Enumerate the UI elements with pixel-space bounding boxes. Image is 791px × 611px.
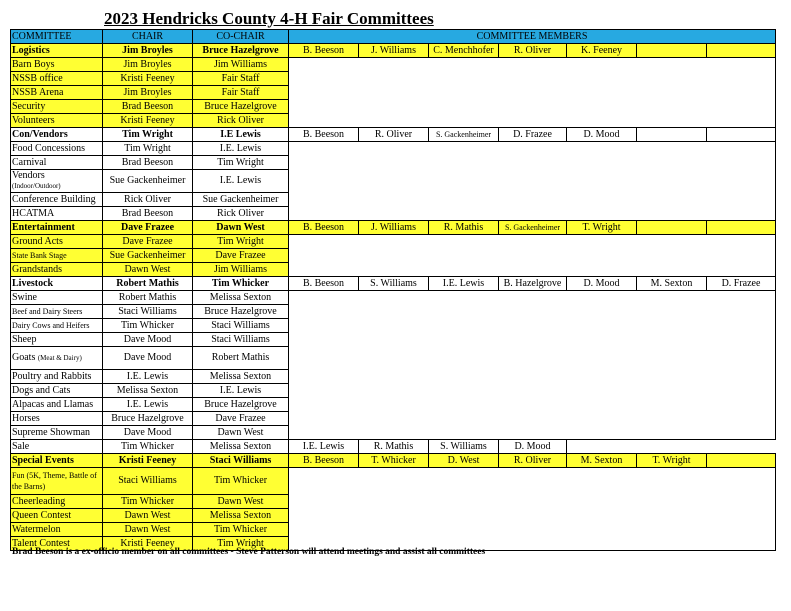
cochair-cell: Fair Staff [193,86,289,100]
cochair-cell: Melissa Sexton [193,509,289,523]
chair-cell: Dawn West [103,263,193,277]
cochair-cell: Tim Whicker [193,523,289,537]
header-row [11,30,776,44]
table-row [11,58,776,72]
header-members: COMMITTEE MEMBERS [289,30,776,44]
committee-name: Grandstands [12,263,62,275]
member-cell: T. Wright [567,221,637,235]
table-row [11,44,776,58]
member-cell [637,221,707,235]
cochair-cell: Bruce Hazelgrove [193,100,289,114]
committee-subtitle: (Indoor/Outdoor) [12,182,61,190]
committee-name: Poultry and Rabbits [12,370,92,382]
chair-cell: Dave Frazee [103,235,193,249]
member-cell: S. Gackenheimer [429,128,499,142]
chair-cell: Dawn West [103,523,193,537]
committee-cell [11,291,103,305]
committee-cell [11,207,103,221]
chair-cell: Brad Beeson [103,207,193,221]
member-cell: D. West [429,454,499,468]
cochair-cell: I.E. Lewis [193,142,289,156]
chair-cell: Staci Williams [103,468,193,495]
cochair-cell: Bruce Hazelgrove [193,398,289,412]
committee-cell [11,319,103,333]
committee-cell [11,128,103,142]
member-cell: D. Frazee [499,128,567,142]
member-cell: T. Whicker [359,454,429,468]
committee-cell [11,426,103,440]
chair-cell: Dave Frazee [103,221,193,235]
cochair-cell: Rick Oliver [193,207,289,221]
chair-cell: Staci Williams [103,305,193,319]
header-chair: CHAIR [103,30,193,44]
cochair-cell: Staci Williams [193,319,289,333]
header-cochair: CO-CHAIR [193,30,289,44]
cochair-cell: I.E. Lewis [193,170,289,193]
cochair-cell: I.E Lewis [193,128,289,142]
members-empty-area [289,291,776,440]
committee-name: Volunteers [12,114,55,126]
committee-name: Watermelon [12,523,61,535]
chair-cell: Robert Mathis [103,277,193,291]
committee-name: Sheep [12,333,37,345]
committee-name: Livestock [12,277,54,289]
cochair-cell: Melissa Sexton [193,370,289,384]
member-cell: D. Mood [567,277,637,291]
chair-cell: Dawn West [103,509,193,523]
chair-cell: Tim Whicker [103,319,193,333]
table-row [11,128,776,142]
chair-cell: Tim Whicker [103,440,193,454]
committee-cell [11,100,103,114]
member-cell: B. Beeson [289,221,359,235]
committee-name: Cheerleading [12,495,66,507]
cochair-cell: Sue Gackenheimer [193,193,289,207]
committee-name: Security [12,100,46,112]
committee-cell [11,333,103,347]
committee-name: Supreme Showman [12,426,91,438]
member-cell: R. Oliver [359,128,429,142]
cochair-cell: Robert Mathis [193,347,289,370]
member-cell: B. Beeson [289,454,359,468]
members-empty-area [289,58,776,128]
cochair-cell: Fair Staff [193,72,289,86]
member-cell: C. Menchhofer [429,44,499,58]
cochair-cell: Jim Williams [193,263,289,277]
chair-cell: Kristi Feeney [103,454,193,468]
chair-cell: Melissa Sexton [103,384,193,398]
member-cell: J. Williams [359,44,429,58]
committee-name: Dairy Cows and Heifers [12,320,90,330]
member-cell: S. Williams [359,277,429,291]
committee-cell [11,142,103,156]
table-row [11,277,776,291]
chair-cell: Jim Broyles [103,86,193,100]
committee-name: Beef and Dairy Steers [12,306,83,316]
committee-cell [11,509,103,523]
committee-cell [11,44,103,58]
cochair-cell: Tim Wright [193,235,289,249]
chair-cell: Brad Beeson [103,156,193,170]
chair-cell: Bruce Hazelgrove [103,412,193,426]
committee-subtitle: (Meat & Dairy) [37,354,82,362]
chair-cell: Kristi Feeney [103,72,193,86]
committee-name: Sale [12,440,30,452]
cochair-cell: Tim Whicker [193,468,289,495]
cochair-cell: I.E. Lewis [193,384,289,398]
member-cell: R. Oliver [499,454,567,468]
committee-name: Vendors [12,170,45,181]
committee-cell [11,412,103,426]
committee-cell [11,72,103,86]
cochair-cell: Jim Williams [193,58,289,72]
committee-cell [11,249,103,263]
committee-cell [11,193,103,207]
table-row [11,221,776,235]
committee-cell [11,305,103,319]
member-cell [707,128,776,142]
chair-cell: Jim Broyles [103,58,193,72]
cochair-cell: Tim Whicker [193,277,289,291]
chair-cell: I.E. Lewis [103,398,193,412]
cochair-cell: Dawn West [193,221,289,235]
member-cell [637,44,707,58]
member-cell: I.E. Lewis [429,277,499,291]
committee-cell [11,277,103,291]
chair-cell: Brad Beeson [103,100,193,114]
member-cell: D. Frazee [707,277,776,291]
member-cell: D. Mood [499,440,567,454]
chair-cell: Rick Oliver [103,193,193,207]
chair-cell: Dave Mood [103,426,193,440]
cochair-cell: Dave Frazee [193,249,289,263]
committee-cell [11,170,103,193]
cochair-cell: Melissa Sexton [193,440,289,454]
page-title: 2023 Hendricks County 4-H Fair Committees [104,9,434,28]
members-empty-area [289,468,776,551]
committee-name: Swine [12,291,37,303]
committee-table [10,29,776,551]
chair-cell: Kristi Feeney [103,114,193,128]
committee-cell [11,495,103,509]
chair-cell: Sue Gackenheimer [103,249,193,263]
committee-name: Ground Acts [12,235,63,247]
members-empty-area [289,142,776,221]
committee-cell [11,235,103,249]
cochair-cell: Dawn West [193,426,289,440]
member-cell [707,221,776,235]
table-row [11,291,776,305]
committee-cell [11,58,103,72]
committee-name: Fun (5K, Theme, Battle of the Barns) [12,471,97,491]
committee-name: Talent Contest [12,537,70,549]
committee-cell [11,347,103,370]
committee-name: Carnival [12,156,47,168]
table-row [11,235,776,249]
member-cell [707,44,776,58]
committee-cell [11,114,103,128]
member-cell: M. Sexton [567,454,637,468]
chair-cell: Robert Mathis [103,291,193,305]
cochair-cell: Dave Frazee [193,412,289,426]
member-cell: M. Sexton [637,277,707,291]
committee-cell [11,86,103,100]
table-row [11,454,776,468]
footer-note: Brad Beeson is a ex-officio member on all committees - Steve Patterson will attend meetings and assist all committees [12,547,486,557]
member-cell: R. Mathis [429,221,499,235]
table-row [11,440,776,454]
cochair-cell: Tim Wright [193,537,289,551]
committee-name: Conference Building [12,193,96,205]
committee-cell [11,468,103,495]
cochair-cell: Staci Williams [193,454,289,468]
committee-cell [11,370,103,384]
member-cell: K. Feeney [567,44,637,58]
committee-name: NSSB Arena [12,86,64,98]
committee-name: State Bank Stage [12,250,67,260]
committee-name: Special Events [12,454,74,466]
committee-name: Barn Boys [12,58,55,70]
empty-cell [567,440,776,454]
member-cell: B. Beeson [289,277,359,291]
committee-name: Logistics [12,44,50,56]
member-cell: T. Wright [637,454,707,468]
header-committee: COMMITTEE [11,30,103,44]
member-cell: B. Beeson [289,128,359,142]
chair-cell: Dave Mood [103,333,193,347]
committee-cell [11,523,103,537]
cochair-cell: Staci Williams [193,333,289,347]
table-row [11,468,776,495]
chair-cell: Sue Gackenheimer [103,170,193,193]
committee-name: Food Concessions [12,142,86,154]
cochair-cell: Melissa Sexton [193,291,289,305]
member-cell: J. Williams [359,221,429,235]
committee-name: Horses [12,412,40,424]
member-cell: R. Mathis [359,440,429,454]
committee-cell [11,454,103,468]
table-row [11,142,776,156]
committee-name: Alpacas and Llamas [12,398,94,410]
member-cell: S. Gackenheimer [499,221,567,235]
committee-name: Entertainment [12,221,75,233]
committee-cell [11,440,103,454]
chair-cell: I.E. Lewis [103,370,193,384]
committee-name: Con/Vendors [12,128,68,140]
member-cell: I.E. Lewis [289,440,359,454]
chair-cell: Kristi Feeney [103,537,193,551]
committee-name: Goats [12,352,36,363]
cochair-cell: Tim Wright [193,156,289,170]
committee-name: HCATMA [12,207,55,219]
committee-cell [11,384,103,398]
member-cell: B. Hazelgrove [499,277,567,291]
cochair-cell: Dawn West [193,495,289,509]
member-cell: S. Williams [429,440,499,454]
cochair-cell: Bruce Hazelgrove [193,305,289,319]
committee-name: Queen Contest [12,509,72,521]
member-cell [637,128,707,142]
chair-cell: Tim Wright [103,142,193,156]
member-cell [707,454,776,468]
cochair-cell: Rick Oliver [193,114,289,128]
committee-cell [11,221,103,235]
members-empty-area [289,235,776,277]
member-cell: D. Mood [567,128,637,142]
chair-cell: Dave Mood [103,347,193,370]
member-cell: B. Beeson [289,44,359,58]
cochair-cell: Bruce Hazelgrove [193,44,289,58]
chair-cell: Tim Wright [103,128,193,142]
chair-cell: Tim Whicker [103,495,193,509]
committee-name: NSSB office [12,72,63,84]
committee-cell [11,156,103,170]
chair-cell: Jim Broyles [103,44,193,58]
committee-cell [11,263,103,277]
member-cell: R. Oliver [499,44,567,58]
committee-cell [11,398,103,412]
committee-name: Dogs and Cats [12,384,71,396]
